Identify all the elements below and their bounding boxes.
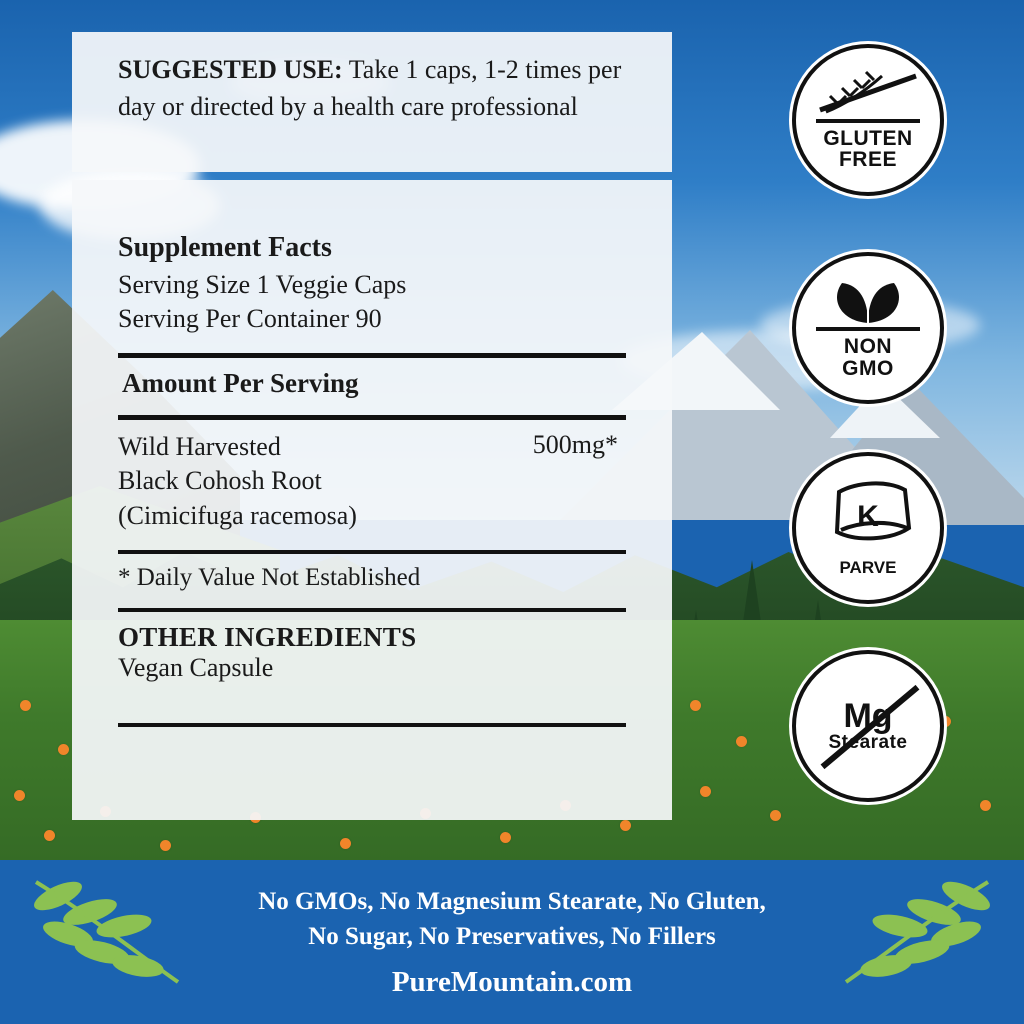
ingredient-name-line3: (Cimicifuga racemosa): [118, 501, 357, 531]
badge-gluten-free: [792, 44, 944, 196]
suggested-use-body: Take 1 caps, 1-2 times per day or directed by a health care professional: [118, 55, 622, 121]
daily-value-note: * Daily Value Not Established: [118, 564, 421, 592]
flower: [160, 840, 171, 851]
kosher-k-icon: [813, 478, 923, 574]
divider: [118, 723, 626, 727]
flower: [340, 838, 351, 849]
badge-underline: [816, 327, 920, 331]
divider: [118, 415, 626, 420]
badge-underline: [816, 119, 920, 123]
footer-claims-line1: No GMOs, No Magnesium Stearate, No Gluten,: [258, 888, 766, 915]
svg-text:K: K: [857, 500, 879, 533]
wheat-stalk-crossed-icon: [816, 70, 920, 116]
supplement-facts-panel: [72, 180, 672, 820]
flower: [20, 700, 31, 711]
flower: [980, 800, 991, 811]
ingredient-name-line1: Wild Harvested: [118, 431, 281, 461]
badge-non-gmo-line1: NON: [843, 335, 893, 359]
supplement-facts-title: Supplement Facts: [118, 232, 332, 263]
ingredient-row: [118, 430, 626, 534]
leaf-icon: [822, 277, 914, 325]
badge-mg-symbol: Mg: [843, 697, 893, 736]
flower: [44, 830, 55, 841]
divider: [118, 353, 626, 358]
badge-kosher-parve-sub: PARVE: [839, 558, 897, 577]
amount-per-serving-header: Amount Per Serving: [122, 367, 359, 398]
ingredient-amount: 500mg*: [532, 429, 618, 459]
flower: [690, 700, 701, 711]
leaf-decoration-right: [826, 874, 996, 999]
footer-claims-line2: No Sugar, No Preservatives, No Fillers: [308, 922, 716, 950]
other-ingredients-header: OTHER INGREDIENTS: [118, 622, 417, 653]
suggested-use-panel: [72, 32, 672, 172]
leaf-decoration-left: [28, 874, 198, 999]
footer-website: PureMountain.com: [391, 966, 633, 998]
badge-gluten-free-line1: GLUTEN: [823, 126, 913, 150]
suggested-use-text: [118, 52, 646, 126]
ingredient-name-line2: Black Cohosh Root: [118, 466, 322, 496]
badge-mg-stearate-label: Stearate: [828, 732, 908, 754]
divider: [118, 550, 626, 554]
divider: [118, 608, 626, 612]
footer: [0, 860, 1024, 1024]
flower: [700, 786, 711, 797]
suggested-use-label: SUGGESTED USE:: [118, 55, 343, 84]
serving-size: Serving Size 1 Veggie Caps: [118, 270, 407, 299]
badge-non-gmo-line2: GMO: [842, 356, 894, 380]
flower: [770, 810, 781, 821]
badge-non-gmo: [792, 252, 944, 404]
ingredient-name: [118, 430, 357, 534]
flower: [736, 736, 747, 747]
servings-per-container: Serving Per Container 90: [118, 304, 382, 334]
flower: [14, 790, 25, 801]
badge-gluten-free-line2: FREE: [838, 148, 897, 171]
flower: [620, 820, 631, 831]
flower: [500, 832, 511, 843]
badge-no-mg-stearate: [792, 650, 944, 802]
badge-kosher-parve: [792, 452, 944, 604]
other-ingredients-body: Vegan Capsule: [118, 653, 274, 683]
flower: [58, 744, 69, 755]
